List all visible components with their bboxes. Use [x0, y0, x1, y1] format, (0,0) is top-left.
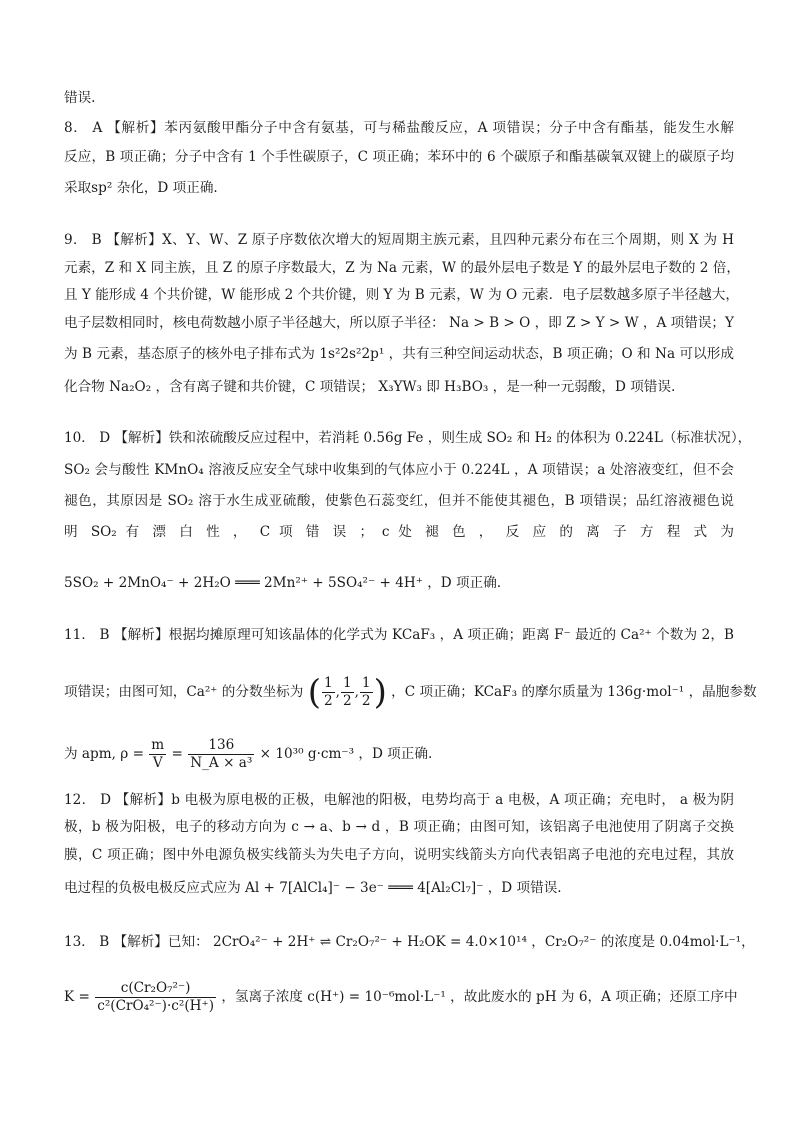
- q11-rho-tail: × 10³⁰ g·cm⁻³ ，D 项正确.: [259, 746, 433, 762]
- q10-line4: 明 SO₂ 有 漂 白 性 ， C 项 错 误 ； c 处 褪 色 ， 反 应 的 离 子 方 程 式 为: [64, 524, 734, 540]
- left-paren: (: [307, 672, 321, 713]
- q12-line4: 电过程的负极电极反应式应为 Al + 7[AlCl₄]⁻ − 3e⁻ ═══ 4[Al₂Cl₇]⁻ ，D 项错误.: [64, 880, 562, 896]
- q11-line2: 项错误；由图可知，Ca²⁺ 的分数坐标为 ( $\frac{1}{2}$ , $\frac{1}{2}$ , $\frac{1}{2}$ ) ，C 项正确；KCaF₃ 的摩尔质量为 136g·mol⁻¹ ，晶胞参数: [64, 672, 757, 713]
- q8-line1: 8． A 【解析】苯丙氨酸甲酯分子中含有氨基，可与稀盐酸反应，A 项错误；分子中含有酯基，能发生水解: [64, 120, 734, 136]
- fraction-half-1: $\frac{1}{2}$: [323, 675, 333, 709]
- q9-line5: 为 B 元素，基态原子的核外电子排布式为 1s²2s²2p¹ ，共有三种空间运动状态，B 项正确；O 和 Na 可以形成: [64, 346, 734, 362]
- q13-line2-tail: ，氢离子浓度 c(H⁺) = 10⁻⁶mol·L⁻¹ ，故此废水的 pH 为 6，A 项正确；还原工序中: [221, 989, 738, 1005]
- text-line: 错误.: [64, 90, 96, 106]
- q10-line3: 褪色，其原因是 SO₂ 溶于水生成亚硫酸，使紫色石蕊变红，但并不能使其褪色，B 项错误；品红溶液褪色说: [64, 493, 734, 509]
- q10-line1: 10． D 【解析】铁和浓硫酸反应过程中，若消耗 0.56g Fe ，则生成 SO₂ 和 H₂ 的体积为 0.224L（标准状况），: [64, 430, 752, 446]
- q11-line1: 11． B 【解析】根据均摊原理可知该晶体的化学式为 KCaF₃ ，A 项正确；距离 F⁻ 最近的 Ca²⁺ 个数为 2，B: [64, 627, 734, 643]
- q9-line4: 电子层数相同时，核电荷数越小原子半径越大，所以原子半径： Na > B > O ，即 Z > Y > W ，A 项错误；Y: [64, 315, 734, 331]
- q9-line3: 且 Y 能形成 4 个共价键，W 能形成 2 个共价键，则 Y 为 B 元素，W 为 O 元素．电子层数越多原子半径越大，: [64, 287, 739, 303]
- q9-line6: 化合物 Na₂O₂ ，含有离子键和共价键，C 项错误； X₃YW₃ 即 H₃BO₃ ，是一种一元弱酸，D 项错误.: [64, 379, 676, 395]
- q11-line2-text: 项错误；由图可知，Ca²⁺ 的分数坐标为: [64, 684, 304, 700]
- q13-k-label: K =: [64, 989, 90, 1005]
- q12-line1: 12． D 【解析】b 电极为原电极的正极，电解池的阳极，电势均高于 a 电极，A 项正确；充电时， a 极为阴: [64, 792, 734, 808]
- fraction-half-2: $\frac{1}{2}$: [342, 675, 352, 709]
- q8-line2: 反应，B 项正确；分子中含有 1 个手性碳原子，C 项正确；苯环中的 6 个碳原子和酯基碳氧双键上的碳原子均: [64, 149, 734, 165]
- fraction-k-expression: $\frac{\text{c(Cr₂O₇²⁻)}}{\text{c²(CrO₄²⁻)·c²(H⁺)}}$: [97, 980, 215, 1014]
- q11-line2-tail: ，C 项正确；KCaF₃ 的摩尔质量为 136g·mol⁻¹ ，晶胞参数: [391, 684, 757, 700]
- q9-line1: 9． B 【解析】X、Y、W、Z 原子序数依次增大的短周期主族元素，且四种元素分布在三个周期，则 X 为 H: [64, 232, 734, 248]
- q12-line3: 膜，C 项正确；图中外电源负极实线箭头为失电子方向，说明实线箭头方向代表铝离子电池的充电过程，其放: [64, 847, 734, 863]
- q12-line2: 极，b 极为阳极，电子的移动方向为 c → a、b → d ，B 项正确；由图可知，该铝离子电池使用了阴离子交换: [64, 819, 734, 835]
- q13-line1: 13． B 【解析】已知： 2CrO₄²⁻ + 2H⁺ ⇌ Cr₂O₇²⁻ + H₂OK = 4.0×10¹⁴ ，Cr₂O₇²⁻ 的浓度是 0.04mol·L⁻¹，: [64, 934, 755, 950]
- fraction-136-over-na-a3: $\frac{136}{\text{N\_A × a³}}$: [190, 737, 253, 771]
- q13-line2: [64, 980, 738, 1015]
- q10-equation: 5SO₂ + 2MnO₄⁻ + 2H₂O ═══ 2Mn²⁺ + 5SO₄²⁻ + 4H⁺ ，D 项正确.: [64, 575, 502, 591]
- q11-rho-label: 为 apm, ρ =: [64, 746, 144, 762]
- q11-line3: 为 apm, ρ = $\frac{m}{V}$ = $\frac{136}{\text{N\_A × a³}}$ × 10³⁰ g·cm⁻³ ，D 项正确.: [64, 737, 433, 771]
- fraction-m-over-v: $\frac{m}{V}$: [151, 737, 165, 771]
- q9-line2: 元素，Z 和 X 同主族，且 Z 的原子序数最大，Z 为 Na 元素，W 的最外层电子数是 Y 的最外层电子数的 2 倍，: [64, 260, 740, 276]
- q8-line3: 采取sp² 杂化，D 项正确.: [64, 180, 218, 196]
- fraction-half-3: $\frac{1}{2}$: [361, 675, 371, 709]
- q10-line2: SO₂ 会与酸性 KMnO₄ 溶液反应安全气球中收集到的气体应小于 0.224L ，A 项错误；a 处溶液变红，但不会: [64, 462, 734, 478]
- right-paren: ): [373, 672, 387, 713]
